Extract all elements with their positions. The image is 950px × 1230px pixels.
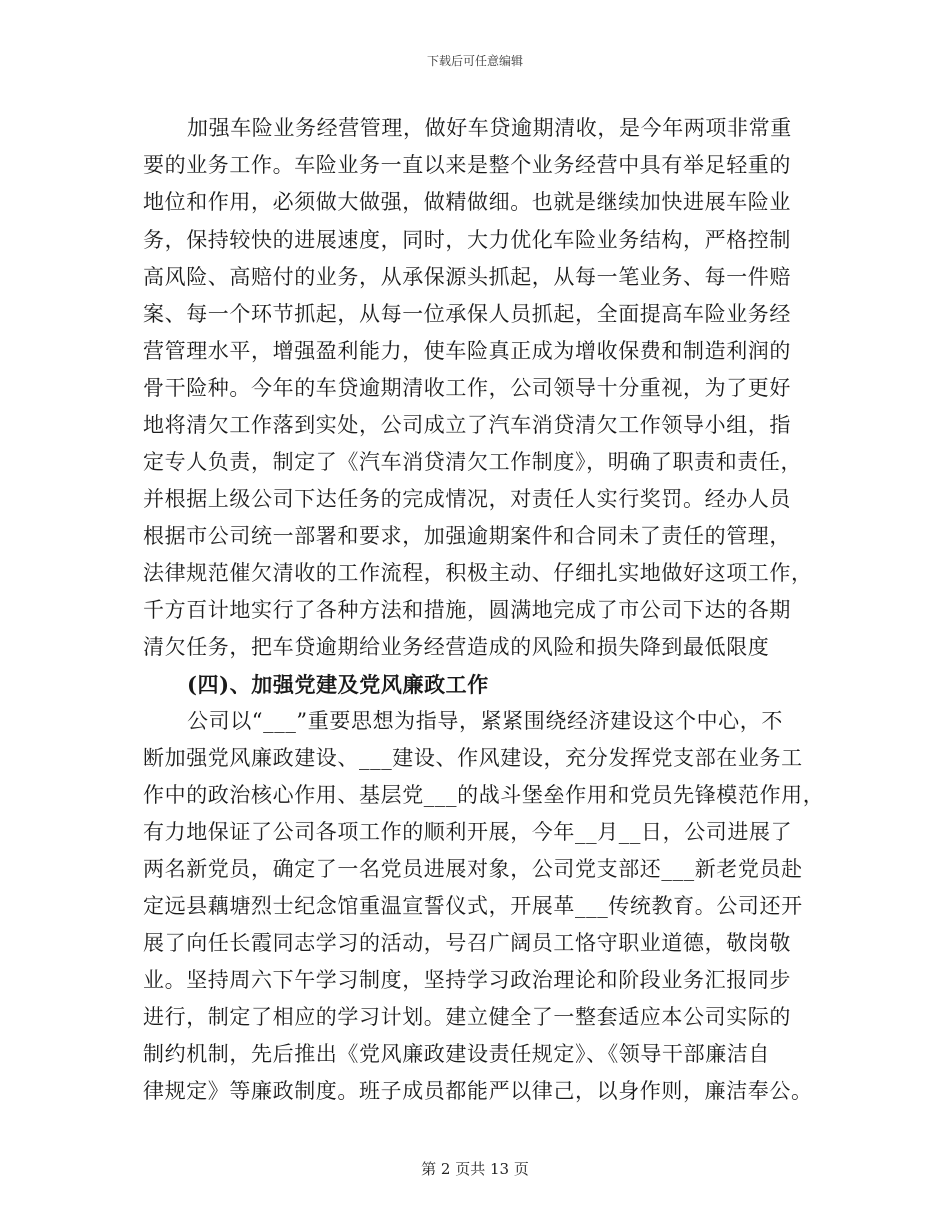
text-line: 断加强党风廉政建设、___建设、作风建设，充分发挥党支部在业务工 [143,746,803,770]
text-line: 加强车险业务经营管理，做好车贷逾期清收，是今年两项非常重 [187,116,792,140]
text-line: 展了向任长霞同志学习的活动，号召广阔员工恪守职业道德，敬岗敬 [143,931,791,955]
text-line: 骨干险种。今年的车贷逾期清收工作，公司领导十分重视，为了更好 [143,376,791,400]
text-line: 根据市公司统一部署和要求，加强逾期案件和合同未了责任的管理， [143,524,791,548]
text-line: 要的业务工作。车险业务一直以来是整个业务经营中具有举足轻重的 [143,153,791,177]
text-line: 定专人负责，制定了《汽车消贷清欠工作制度》，明确了职责和责任， [143,450,803,474]
text-line: 律规定》等廉政制度。班子成员都能严以律己，以身作则，廉洁奉公。 [143,1079,813,1103]
text-line: 法律规范催欠清收的工作流程，积极主动、仔细扎实地做好这项工作， [143,561,813,585]
text-line: 务，保持较快的进展速度，同时，大力优化车险业务结构，严格控制 [143,228,791,252]
text-line: 业。坚持周六下午学习制度，坚持学习政治理论和阶段业务汇报同步 [143,968,791,992]
page-footer: 第 2 页共 13 页 [421,1160,529,1178]
text-line: 定远县藕塘烈士纪念馆重温宣誓仪式，开展革___传统教育。公司还开 [143,894,803,918]
text-line: 作中的政治核心作用、基层党___的战斗堡垒作用和党员先锋模范作用， [143,783,825,807]
text-line: 案、每一个环节抓起，从每一位承保人员抓起，全面提高车险业务经 [143,302,791,326]
text-line: 公司以“___”重要思想为指导，紧紧围绕经济建设这个中心，不 [187,709,783,733]
text-line: 有力地保证了公司各项工作的顺利开展，今年__月__日，公司进展了 [143,820,793,844]
text-line: 制约机制，先后推出《党风廉政建设责任规定》、《领导干部廉洁自 [143,1042,770,1066]
text-line: 进行，制定了相应的学习计划。建立健全了一整套适应本公司实际的 [143,1005,791,1029]
section-heading: (四)、加强党建及党风廉政工作 [187,672,489,697]
text-line: 营管理水平，增强盈利能力，使车险真正成为增收保费和制造利润的 [143,339,791,363]
text-line: 地将清欠工作落到实处，公司成立了汽车消贷清欠工作领导小组，指 [143,413,791,437]
text-line: 并根据上级公司下达任务的完成情况，对责任人实行奖罚。经办人员 [143,487,791,511]
text-line: 两名新党员，确定了一名党员进展对象，公司党支部还___新老党员赴 [143,857,803,881]
text-line: 高风险、高赔付的业务，从承保源头抓起，从每一笔业务、每一件赔 [143,265,791,289]
text-line: 清欠任务，把车贷逾期给业务经营造成的风险和损失降到最低限度 [143,635,770,659]
text-line: 地位和作用，必须做大做强，做精做细。也就是继续加快进展车险业 [143,190,791,214]
text-line: 千方百计地实行了各种方法和措施，圆满地完成了市公司下达的各期 [143,598,791,622]
page-header: 下载后可任意编辑 [426,54,523,68]
